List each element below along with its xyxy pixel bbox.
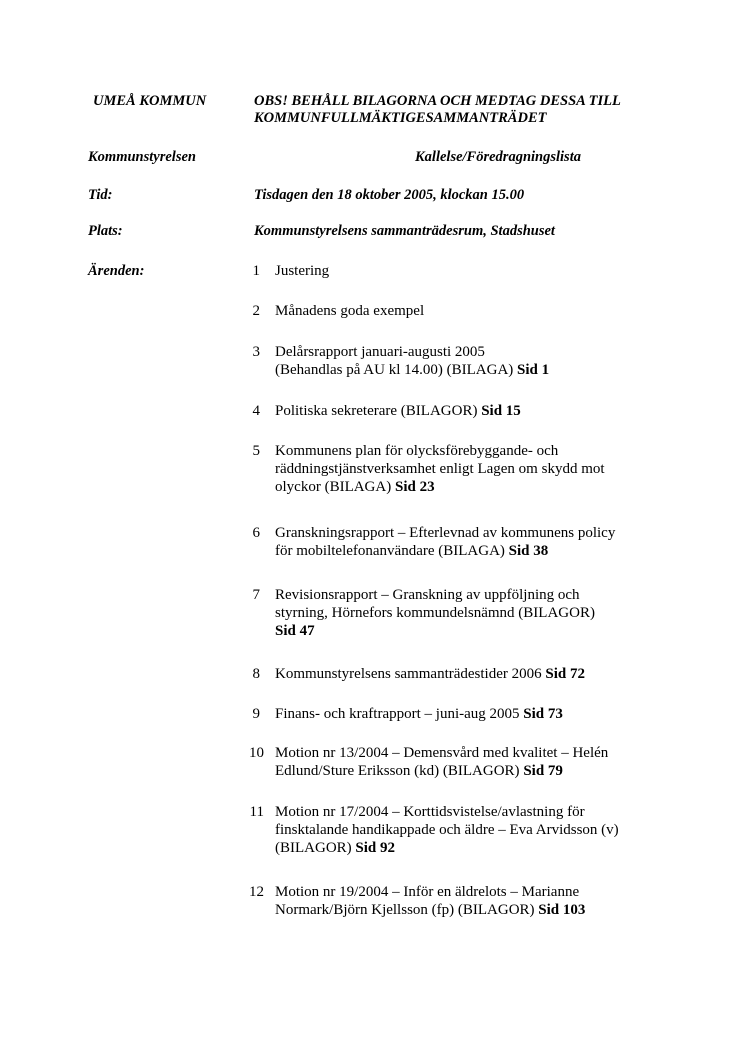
agenda-item-line: Kommunens plan för olycksförebyggande- och: [275, 443, 559, 459]
agenda-item: [246, 803, 715, 857]
agenda-item-number: 10: [249, 745, 264, 761]
agenda-item-page-ref: Sid 15: [481, 403, 521, 419]
agenda-item: [246, 302, 715, 320]
agenda-item-text: [275, 744, 715, 780]
agenda-item: [246, 883, 715, 919]
board-name: Kommunstyrelsen: [88, 149, 196, 165]
agenda-item-number: 11: [249, 804, 264, 820]
agenda-item: [246, 524, 715, 560]
agenda-item: [246, 442, 715, 496]
agenda-item-line: Motion nr 13/2004 – Demensvård med kvalitet – Helén: [275, 745, 609, 761]
agenda-item-line: Politiska sekreterare (BILAGOR): [275, 403, 478, 419]
agenda-item: [246, 744, 715, 780]
agenda-item-number: 8: [252, 666, 260, 682]
items-label: Ärenden:: [88, 263, 145, 279]
agenda-item-number: 5: [252, 443, 260, 459]
agenda-item-text: [275, 262, 715, 280]
agenda-item-text: [275, 442, 715, 496]
agenda-item-text: [275, 883, 715, 919]
agenda-item-text: [275, 705, 715, 723]
agenda-item-line: Motion nr 19/2004 – Inför en äldrelots – Marianne: [275, 884, 580, 900]
agenda-item-page-ref: Sid 1: [517, 362, 550, 378]
agenda-item-number: 12: [249, 884, 264, 900]
agenda-item-text: [275, 302, 715, 320]
agenda-item-page-ref: Sid 72: [545, 666, 585, 682]
agenda-item-line: (Behandlas på AU kl 14.00) (BILAGA): [275, 362, 514, 378]
agenda-item-line: räddningstjänstverksamhet enligt Lagen om skydd mot: [275, 461, 605, 477]
agenda-item-number: 9: [252, 706, 260, 722]
agenda-item-text: [275, 586, 715, 640]
document-type: Kallelse/Föredragningslista: [415, 149, 581, 165]
agenda-item-line: olyckor (BILAGA): [275, 479, 392, 495]
agenda-item-line: Finans- och kraftrapport – juni-aug 2005: [275, 706, 520, 722]
place-value: Kommunstyrelsens sammanträdesrum, Stadshuset: [254, 223, 555, 239]
agenda-item-line: styrning, Hörnefors kommundelsnämnd (BILAGOR): [275, 605, 595, 621]
agenda-item-line: Kommunstyrelsens sammanträdestider 2006: [275, 666, 542, 682]
agenda-item-text: [275, 665, 715, 683]
agenda-item-text: [275, 402, 715, 420]
agenda-item-line: Edlund/Sture Eriksson (kd) (BILAGOR): [275, 763, 520, 779]
agenda-item-number: 3: [252, 344, 260, 360]
agenda-item-line: Normark/Björn Kjellsson (fp) (BILAGOR): [275, 902, 535, 918]
agenda-item-line: Granskningsrapport – Efterlevnad av kommunens policy: [275, 525, 616, 541]
agenda-item-page-ref: Sid 38: [508, 543, 549, 559]
agenda-item: [246, 705, 715, 723]
time-label: Tid:: [88, 187, 113, 203]
agenda-item-page-ref: Sid 47: [275, 623, 315, 639]
agenda-item: [246, 262, 715, 280]
agenda-item-line: Justering: [275, 263, 330, 279]
agenda-item-line: Motion nr 17/2004 – Korttidsvistelse/avlastning för: [275, 804, 585, 820]
agenda-item-line: Månadens goda exempel: [275, 303, 425, 319]
notice-line-1: OBS! BEHÅLL BILAGORNA OCH MEDTAG DESSA TILL: [254, 93, 621, 109]
agenda-item-text: [275, 524, 715, 560]
agenda-item-line: Revisionsrapport – Granskning av uppföljning och: [275, 587, 580, 603]
agenda-item-page-ref: Sid 79: [523, 763, 563, 779]
agenda-item-page-ref: Sid 23: [394, 479, 435, 495]
agenda-item-number: 7: [252, 587, 260, 603]
agenda-item-number: 2: [252, 303, 260, 319]
agenda-item-text: [275, 803, 715, 857]
agenda-item-number: 1: [252, 263, 260, 279]
agenda-item-line: finsktalande handikappade och äldre – Eva Arvidsson (v): [275, 822, 619, 838]
agenda-item-line: för mobiltelefonanvändare (BILAGA): [275, 543, 505, 559]
agenda-item: [246, 586, 715, 640]
agenda-item-page-ref: Sid 92: [355, 840, 396, 856]
agenda-item-line: (BILAGOR): [275, 840, 352, 856]
org-name: UMEÅ KOMMUN: [93, 93, 207, 109]
agenda-item-page-ref: Sid 103: [538, 902, 586, 918]
agenda-item-number: 6: [252, 525, 260, 541]
notice-line-2: KOMMUNFULLMÄKTIGESAMMANTRÄDET: [254, 110, 547, 126]
agenda-item: [246, 343, 715, 379]
agenda-item-line: Delårsrapport januari-augusti 2005: [275, 344, 485, 360]
agenda-item-number: 4: [252, 403, 260, 419]
agenda-item-text: [275, 343, 715, 379]
agenda-item-page-ref: Sid 73: [523, 706, 563, 722]
place-label: Plats:: [88, 223, 123, 239]
time-value: Tisdagen den 18 oktober 2005, klockan 15.00: [254, 187, 525, 203]
agenda-item: [246, 402, 715, 420]
agenda-item: [246, 665, 715, 683]
